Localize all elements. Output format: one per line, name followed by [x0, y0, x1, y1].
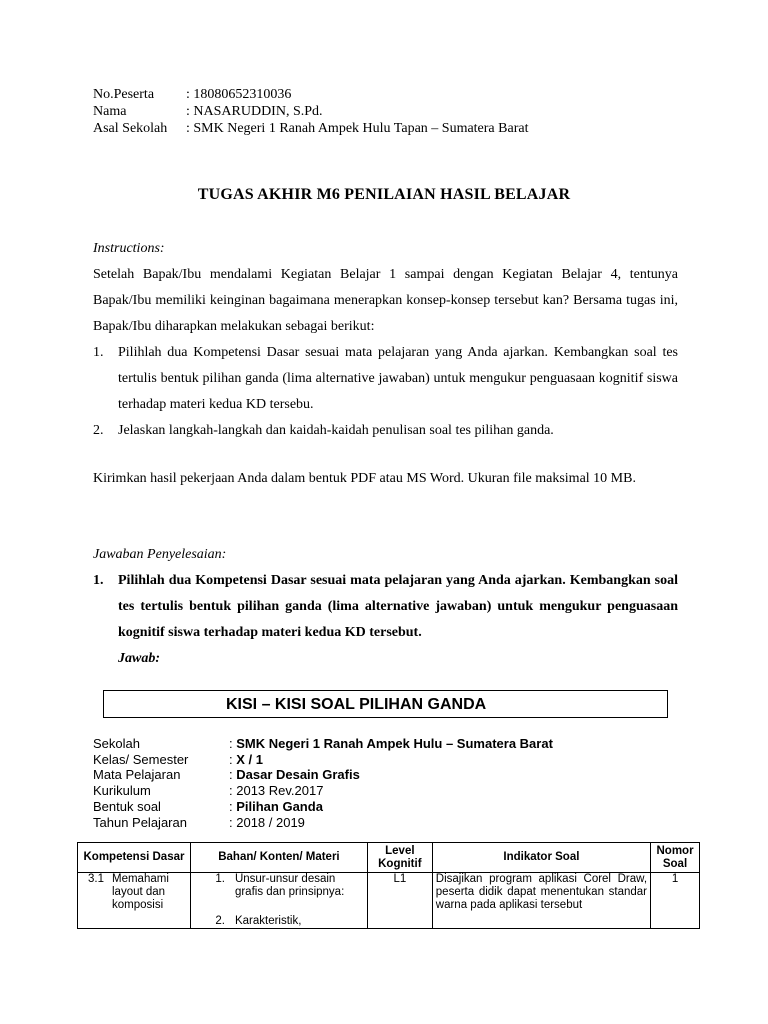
asal-sekolah-label: Asal Sekolah — [93, 121, 168, 136]
kd-cell — [78, 873, 191, 929]
materi-item-2-num: 2. — [215, 915, 225, 927]
materi-item-1-text: Unsur-unsur desain grafis dan prinsipnya: — [234, 873, 345, 898]
header-indikator-soal: Indikator Soal — [432, 843, 650, 873]
peserta-value: : 18080652310036 — [186, 87, 292, 102]
header-level-kognitif: Level Kognitif — [367, 843, 432, 873]
info-colon: : — [229, 752, 237, 767]
info-label: Kelas/ Semester — [93, 752, 189, 767]
info-label: Kurikulum — [93, 783, 151, 798]
instruction-item-1 — [93, 340, 678, 418]
materi-item-1-num: 1. — [215, 873, 225, 885]
kd-text: Memahami layout dan komposisi — [112, 873, 169, 911]
instruction-item-1-num: 1. — [93, 345, 104, 360]
header-kompetensi-dasar: Kompetensi Dasar — [78, 843, 191, 873]
answer-item-1 — [93, 568, 678, 646]
kisi-box-title: KISI – KISI SOAL PILIHAN GANDA — [103, 690, 668, 718]
instruction-item-2-text: Jelaskan langkah-langkah dan kaidah-kaidah penulisan soal tes pilihan ganda. — [118, 423, 554, 438]
submission-note: Kirimkan hasil pekerjaan Anda dalam bentuk PDF atau MS Word. Ukuran file maksimal 10 MB. — [93, 471, 636, 486]
jawab-label: Jawab: — [118, 651, 160, 666]
info-row-mapel — [93, 767, 360, 783]
info-value: Pilihan Ganda — [236, 799, 323, 814]
info-row-kurikulum — [93, 783, 323, 799]
info-value: SMK Negeri 1 Ranah Ampek Hulu – Sumatera Barat — [236, 736, 553, 751]
info-value: 2013 Rev.2017 — [236, 783, 324, 798]
info-row-kelas — [93, 752, 263, 768]
kisi-table — [77, 842, 700, 929]
info-colon: : — [229, 799, 237, 814]
info-value: Dasar Desain Grafis — [236, 767, 360, 782]
asal-sekolah-row — [93, 120, 528, 138]
info-row-bentuk-soal — [93, 799, 323, 815]
header-nomor-soal: Nomor Soal — [651, 843, 700, 873]
info-value: X / 1 — [236, 752, 263, 767]
info-colon: : — [229, 736, 237, 751]
instructions-intro: Setelah Bapak/Ibu mendalami Kegiatan Belajar 1 sampai dengan Kegiatan Belajar 4, tentunya Bapak/Ibu memiliki keinginan bagaimana menerapkan konsep-konsep tersebut kan? Bersama tugas ini, Bapak/Ibu diharapkan melakukan sebagai berikut: — [93, 267, 678, 334]
nama-row — [93, 103, 323, 121]
info-label: Bentuk soal — [93, 799, 161, 814]
info-label: Sekolah — [93, 736, 140, 751]
nomor-cell: 1 — [651, 873, 700, 929]
answer-item-1-num: 1. — [93, 573, 104, 588]
table-header-row — [78, 843, 700, 873]
header-bahan-materi: Bahan/ Konten/ Materi — [190, 843, 367, 873]
indikator-cell: Disajikan program aplikasi Corel Draw, peserta didik dapat menentukan standar warna pada aplikasi tersebut — [432, 873, 650, 929]
materi-cell — [190, 873, 367, 929]
info-row-sekolah — [93, 736, 553, 752]
info-label: Mata Pelajaran — [93, 767, 181, 782]
nama-label: Nama — [93, 104, 127, 119]
kd-number: 3.1 — [88, 873, 104, 885]
instruction-item-2-num: 2. — [93, 423, 104, 438]
peserta-label: No.Peserta — [93, 87, 155, 102]
answer-heading: Jawaban Penyelesaian: — [93, 547, 227, 562]
info-colon: : — [229, 767, 237, 782]
document-title: TUGAS AKHIR M6 PENILAIAN HASIL BELAJAR — [197, 186, 571, 203]
answer-item-1-text: Pilihlah dua Kompetensi Dasar sesuai mata pelajaran yang Anda ajarkan. Kembangkan soal tes tertulis bentuk pilihan ganda (lima alternative jawaban) untuk mengukur penguasaan kognitif siswa terhadap materi kedua KD tersebut. — [118, 573, 678, 640]
materi-item-2-text: Karakteristik, — [234, 915, 302, 927]
asal-sekolah-value: : SMK Negeri 1 Ranah Ampek Hulu Tapan – Sumatera Barat — [186, 121, 529, 136]
info-value: 2018 / 2019 — [236, 815, 305, 830]
peserta-row — [93, 86, 291, 104]
info-colon: : — [229, 815, 237, 830]
instruction-item-1-text: Pilihlah dua Kompetensi Dasar sesuai mata pelajaran yang Anda ajarkan. Kembangkan soal tes tertulis bentuk pilihan ganda (lima alternative jawaban) untuk mengukur penguasaan kognitif siswa terhadap materi kedua KD tersebu. — [118, 345, 678, 412]
info-label: Tahun Pelajaran — [93, 815, 187, 830]
instruction-item-2 — [93, 418, 678, 444]
nama-value: : NASARUDDIN, S.Pd. — [186, 104, 323, 119]
instructions-heading: Instructions: — [93, 241, 165, 256]
level-cell: L1 — [367, 873, 432, 929]
table-row — [78, 873, 700, 929]
info-row-tahun — [93, 815, 305, 831]
info-colon: : — [229, 783, 237, 798]
